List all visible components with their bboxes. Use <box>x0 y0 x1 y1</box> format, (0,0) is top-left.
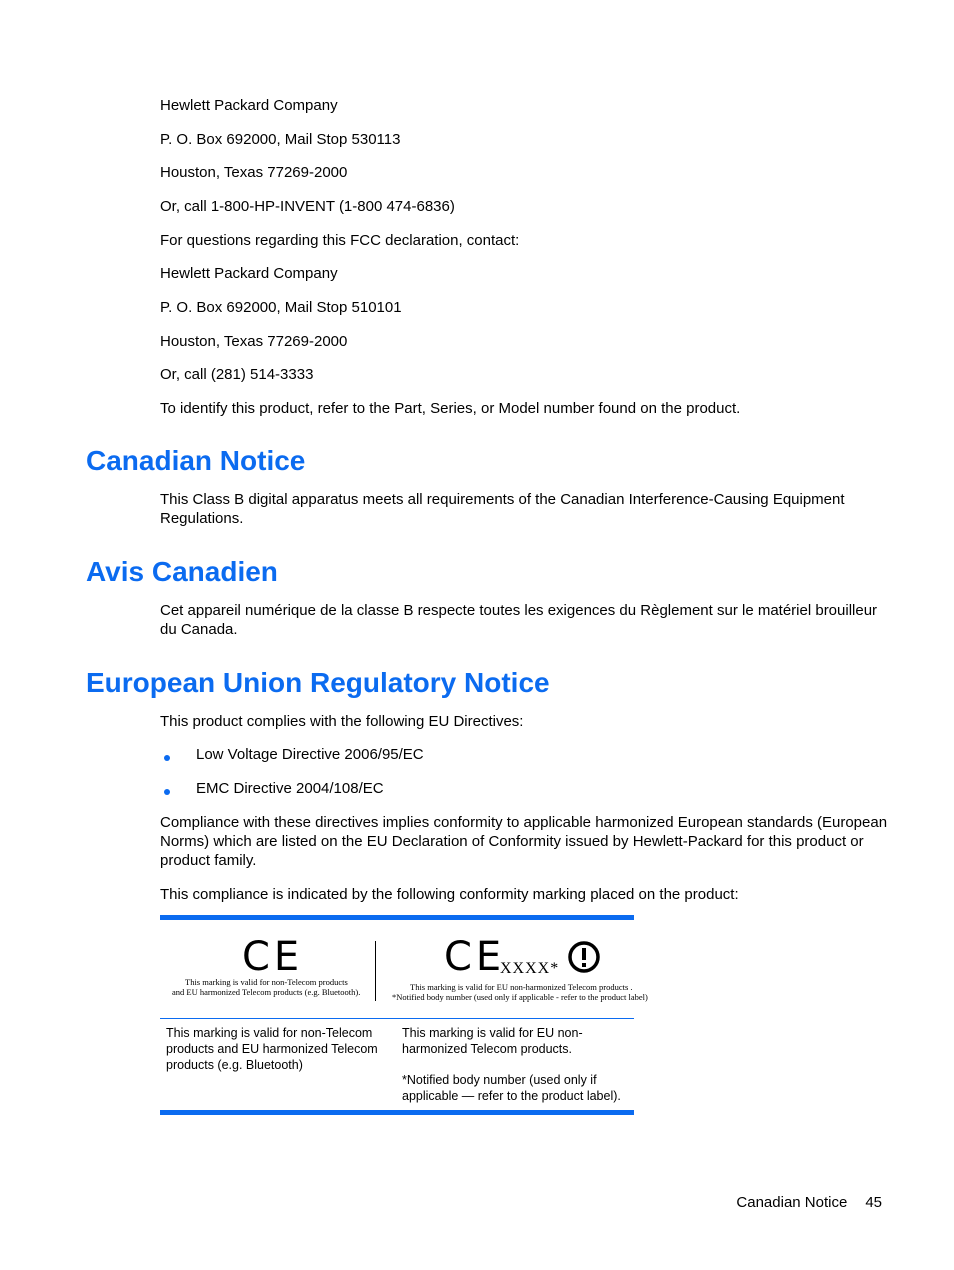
eu-notice-heading: European Union Regulatory Notice <box>86 667 550 698</box>
page-footer <box>736 1193 882 1212</box>
left-image-caption: and EU harmonized Telecom products (e.g. Bluetooth). <box>172 987 361 997</box>
canadian-notice-body: This Class B digital apparatus meets all requirements of the Canadian Interference-Causing Equipment Regulations. <box>160 491 845 527</box>
canadian-notice-heading: Canadian Notice <box>86 445 306 476</box>
address-line: Or, call 1-800-HP-INVENT (1-800 474-6836) <box>160 198 455 215</box>
ce-mark-icon: CE <box>242 934 304 980</box>
alert-circle-icon <box>567 940 601 974</box>
bullet-icon <box>164 789 170 795</box>
address-line: P. O. Box 692000, Mail Stop 510101 <box>160 299 402 316</box>
address-line: Hewlett Packard Company <box>160 265 338 282</box>
footer-section-title: Canadian Notice <box>736 1194 848 1211</box>
avis-canadien-heading: Avis Canadien <box>86 556 278 587</box>
notified-body-note: *Notified body number (used only if applicable — refer to the product label). <box>402 1073 621 1103</box>
address-line: Hewlett Packard Company <box>160 97 338 114</box>
eu-compliance-text: Compliance with these directives implies conformity to applicable harmonized European standards (European Norms) which are listed on the EU Declaration of Conformity issued by Hewlett-Packard for this product or product family. <box>160 814 888 869</box>
address-line: Houston, Texas 77269-2000 <box>160 164 348 181</box>
table-top-rule <box>160 915 634 920</box>
right-image-caption: *Notified body number (used only if applicable - refer to the product label) <box>392 992 648 1002</box>
left-image-caption: This marking is valid for non-Telecom products <box>185 977 348 987</box>
bullet-icon <box>164 755 170 761</box>
address-line: P. O. Box 692000, Mail Stop 530113 <box>160 131 401 148</box>
directive-item: EMC Directive 2004/108/EC <box>196 780 384 797</box>
avis-canadien-body: Cet appareil numérique de la classe B respecte toutes les exigences du Règlement sur le matériel brouilleur du Canada. <box>160 602 878 638</box>
table-bottom-rule <box>160 1110 634 1115</box>
ce-mark-icon: CE <box>444 934 506 980</box>
table-inner-rule <box>160 1018 634 1019</box>
right-marking-description: This marking is valid for EU non-harmonized Telecom products. <box>402 1026 583 1056</box>
directive-item: Low Voltage Directive 2006/95/EC <box>196 746 424 763</box>
page-number: 45 <box>865 1194 882 1211</box>
eu-marking-intro: This compliance is indicated by the following conformity marking placed on the product: <box>160 886 739 903</box>
address-line: For questions regarding this FCC declaration, contact: <box>160 232 520 249</box>
address-line: Or, call (281) 514-3333 <box>160 366 314 383</box>
left-marking-description: This marking is valid for non-Telecom products and EU harmonized Telecom products (e.g. Bluetooth) <box>166 1026 378 1072</box>
address-line: Houston, Texas 77269-2000 <box>160 333 348 350</box>
eu-intro: This product complies with the following EU Directives: <box>160 713 524 730</box>
image-divider <box>375 941 376 1001</box>
identify-product-text: To identify this product, refer to the Part, Series, or Model number found on the product. <box>160 400 741 417</box>
notified-body-number: XXXX* <box>500 960 560 977</box>
conformity-marking-table <box>160 915 648 1115</box>
right-image-caption: This marking is valid for EU non-harmonized Telecom products . <box>410 982 633 992</box>
